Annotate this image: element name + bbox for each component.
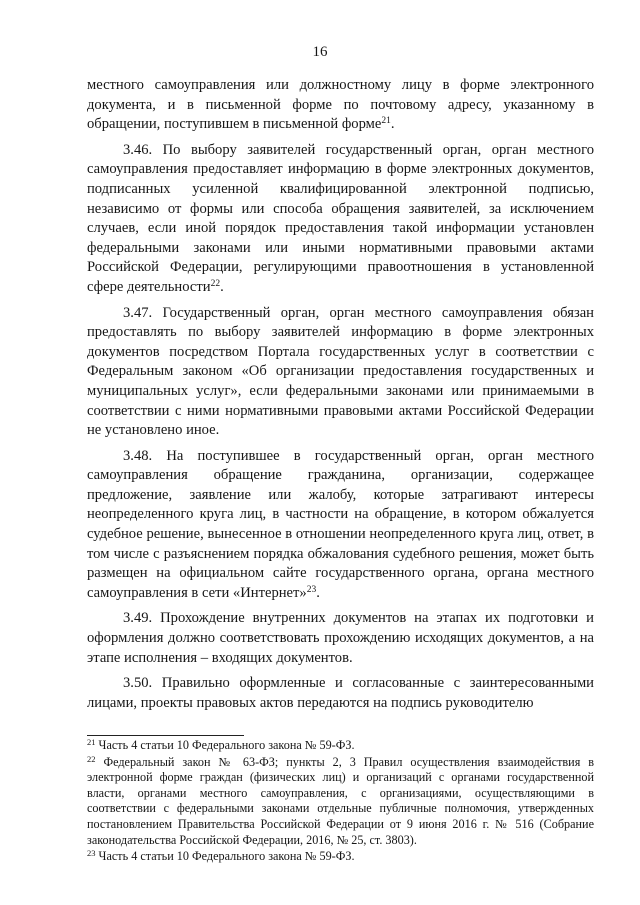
footnote-number: 22: [87, 753, 96, 764]
paragraph-3-50: [87, 674, 594, 713]
footnote-ref: 21: [381, 116, 391, 127]
footnotes: [87, 738, 594, 866]
paragraph-text: 3.47. Государственный орган, орган местного самоуправления обязан предоставлять по выбору заявителей информацию в форме электронных документов посредством Портала государственных услуг в соответствии с Федеральным законом «Об организации предоставления государственных и муниципальных услуг», если федеральными законами или принимаемыми в соответствии с ними нормативными правовыми актами Российской Федерации не установлено иное.: [87, 304, 594, 439]
footnote-separator: [87, 735, 244, 736]
paragraph-tail: .: [220, 278, 224, 295]
footnote-text: Федеральный закон № 63-ФЗ; пункты 2, 3 Правил осуществления взаимодействия в электронной форме граждан (физических лиц) и организаций с органами государственной власти, органами местного самоуправления, с организациями, осуществляющими в соответствии с федеральными законами отдельные публичные полномочия, утвержденных постановлением Правительства Российской Федерации от 9 июня 2016 г. № 516 (Собрание законодательства Российской Федерации, 2016, № 25, ст. 3803).: [87, 754, 595, 847]
footnote-ref: 23: [306, 584, 317, 595]
footnote-text: Часть 4 статьи 10 Федерального закона № 59-ФЗ.: [98, 849, 355, 864]
paragraph-3-47: [87, 304, 594, 441]
footnote-21: [87, 738, 594, 754]
footnote-23: [87, 849, 594, 865]
footnote-number: 21: [87, 737, 96, 747]
paragraph-tail: .: [390, 116, 395, 133]
paragraph-text: местного самоуправления или должностному лицу в форме электронного документа, и в письменной форме по почтовому адресу, указанному в обращении, поступившем в письменной форме: [87, 77, 594, 133]
paragraph-text: 3.46. По выбору заявителей государственный орган, орган местного самоуправления предоставляет информацию в форме электронных документов, подписанных усиленной квалифицированной электронной подписью, независимо от формы или способа обращения заявителей, за исключением случаев, если иной порядок предоставления такой информации установлен федеральными законами или иными нормативными правовыми актами Российской Федерации, регулирующими правоотношения в установленной сфере деятельности: [87, 141, 594, 295]
paragraph-text: 3.48. На поступившее в государственный орган, орган местного самоуправления обращение гражданина, организации, содержащее предложение, заявление или жалобу, которые затрагивают интересы неопределенного круга лиц, в частности на обращение, в котором обжалуется судебное решение, вынесенное в отношении неопределенного круга лиц, ответ, в том числе с разъяснением порядка обжалования судебного решения, может быть размещен на официальном сайте государственного органа, органа местного самоуправления в сети «Интернет»: [87, 447, 594, 601]
paragraph-3-46: [87, 141, 594, 298]
footnote-number: 23: [87, 848, 96, 859]
footnote-22: [87, 755, 594, 849]
page-number: 16: [312, 44, 328, 60]
footnote-text: Часть 4 статьи 10 Федерального закона № 59-ФЗ.: [98, 738, 355, 752]
paragraph-text: 3.49. Прохождение внутренних документов на этапах их подготовки и оформления должно соответствовать прохождению исходящих документов, а на этапе исполнения – входящих документов.: [87, 610, 594, 666]
paragraph-text: 3.50. Правильно оформленные и согласованные с заинтересованными лицами, проекты правовых актов передаются на подпись руководителю: [87, 675, 594, 711]
paragraph-3-48: [87, 447, 594, 604]
footnote-ref: 22: [210, 278, 221, 289]
body-text: [87, 76, 594, 719]
paragraph-3-49: [87, 609, 594, 668]
paragraph-continuation: [87, 76, 594, 135]
paragraph-tail: .: [316, 584, 320, 601]
